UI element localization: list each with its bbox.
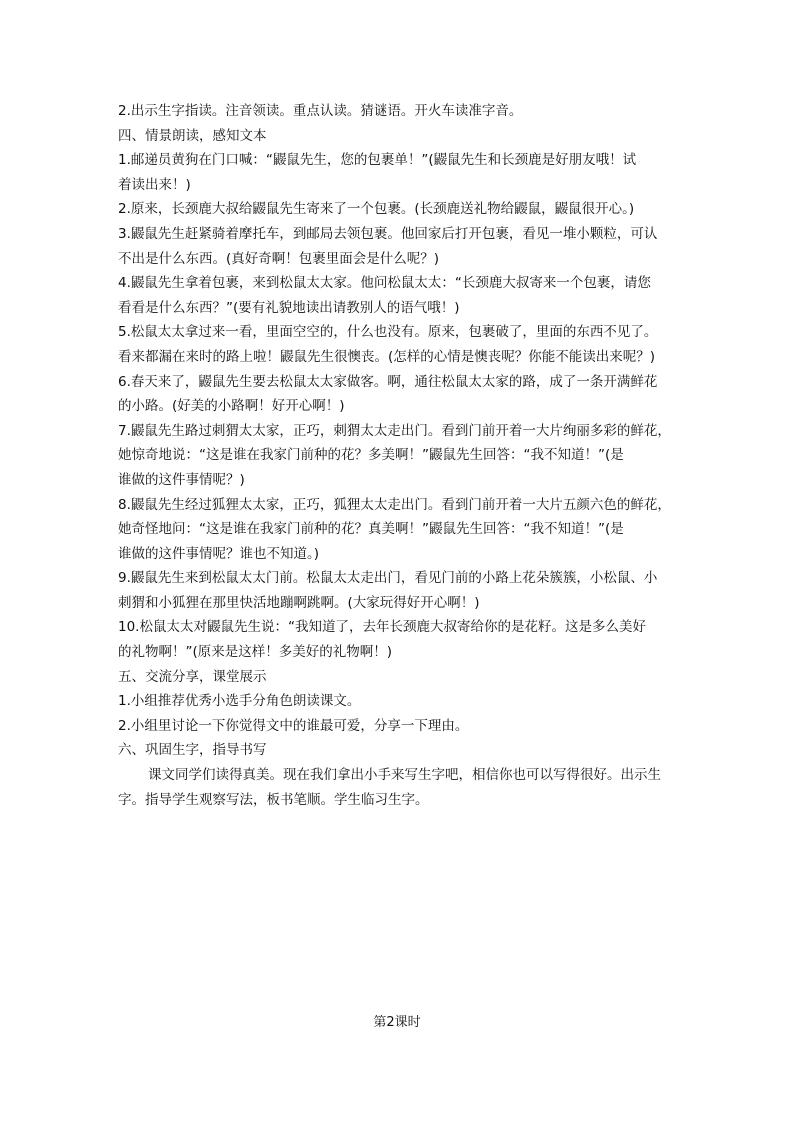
text-line: 的小路。(好美的小路啊！好开心啊！): [118, 398, 345, 415]
text-line: 10.松鼠太太对鼹鼠先生说：“我知道了，去年长颈鹿大叔寄给你的是花籽。这是多么美好: [118, 619, 646, 636]
text-line: 4.鼹鼠先生拿着包裹，来到松鼠太太家。他问松鼠太太：“长颈鹿大叔寄来一个包裹，请您: [118, 275, 651, 292]
text-line: 刺猬和小狐狸在那里快活地蹦啊跳啊。(大家玩得好开心啊！): [118, 594, 480, 611]
text-line: 2.出示生字指读。注音领读。重点认读。猜谜语。开火车读准字音。: [118, 103, 523, 119]
document-body: [118, 99, 676, 812]
text-line: 5.松鼠太太拿过来一看，里面空空的，什么也没有。原来，包裹破了，里面的东西不见了。: [118, 324, 658, 341]
text-line: 她惊奇地说：“这是谁在我家门前种的花？多美啊！”鼹鼠先生回答：“我不知道！”(是: [118, 447, 624, 464]
text-line: 8.鼹鼠先生经过狐狸太太家，正巧，狐狸太太走出门。看到门前开着一大片五颜六色的鲜花，: [118, 496, 671, 513]
text-line: 她奇怪地问：“这是谁在我家门前种的花？真美啊！”鼹鼠先生回答：“我不知道！”(是: [118, 521, 624, 538]
text-line: 3.鼹鼠先生赶紧骑着摩托车，到邮局去领包裹。他回家后打开包裹，看见一堆小颗粒，可认: [118, 225, 658, 242]
text-line: 不出是什么东西。(真好奇啊！包裹里面会是什么呢？): [118, 250, 440, 267]
text-line: 课文同学们读得真美。现在我们拿出小手来写生字吧，相信你也可以写得很好。出示生: [148, 767, 661, 784]
page-footer: 第2课时: [373, 1015, 421, 1030]
text-line: 6.春天来了，鼹鼠先生要去松鼠太太家做客。啊，通往松鼠太太家的路，成了一条开满鲜花: [118, 373, 658, 390]
text-line: 1.邮递员黄狗在门口喊：“鼹鼠先生，您的包裹单！”(鼹鼠先生和长颈鹿是好朋友哦！试: [118, 152, 637, 169]
text-line: 谁做的这件事情呢？谁也不知道。): [118, 545, 320, 562]
text-line: 着读出来！): [118, 176, 191, 193]
text-line: 看来都漏在来时的路上啦！鼹鼠先生很懊丧。(怎样的心情是懊丧呢？你能不能读出来呢？): [118, 348, 656, 365]
text-line: 9.鼹鼠先生来到松鼠太太门前。松鼠太太走出门，看见门前的小路上花朵簇簇，小松鼠、小: [118, 570, 658, 587]
section-heading: 四、情景朗读，感知文本: [118, 127, 267, 144]
text-line: 字。指导学生观察写法，板书笔顺。学生临习生字。: [118, 791, 429, 808]
text-line: 2.原来，长颈鹿大叔给鼹鼠先生寄来了一个包裹。(长颈鹿送礼物给鼹鼠，鼹鼠很开心。): [118, 201, 635, 218]
text-line: 2.小组里讨论一下你觉得文中的谁最可爱，分享一下理由。: [118, 717, 469, 734]
text-line: 谁做的这件事情呢？): [118, 471, 245, 488]
text-line: 的礼物啊！”(原来是这样！多美好的礼物啊！): [118, 644, 393, 661]
section-heading: 五、交流分享，课堂展示: [118, 668, 267, 685]
text-line: 1.小组推荐优秀小选手分角色朗读课文。: [118, 693, 361, 710]
section-heading: 六、巩固生字，指导书写: [118, 742, 267, 759]
text-line: 7.鼹鼠先生路过刺猬太太家，正巧，刺猬太太走出门。看到门前开着一大片绚丽多彩的鲜花，: [118, 422, 671, 439]
text-line: 看看是什么东西？”(要有礼貌地读出请教别人的语气哦！): [118, 299, 460, 316]
